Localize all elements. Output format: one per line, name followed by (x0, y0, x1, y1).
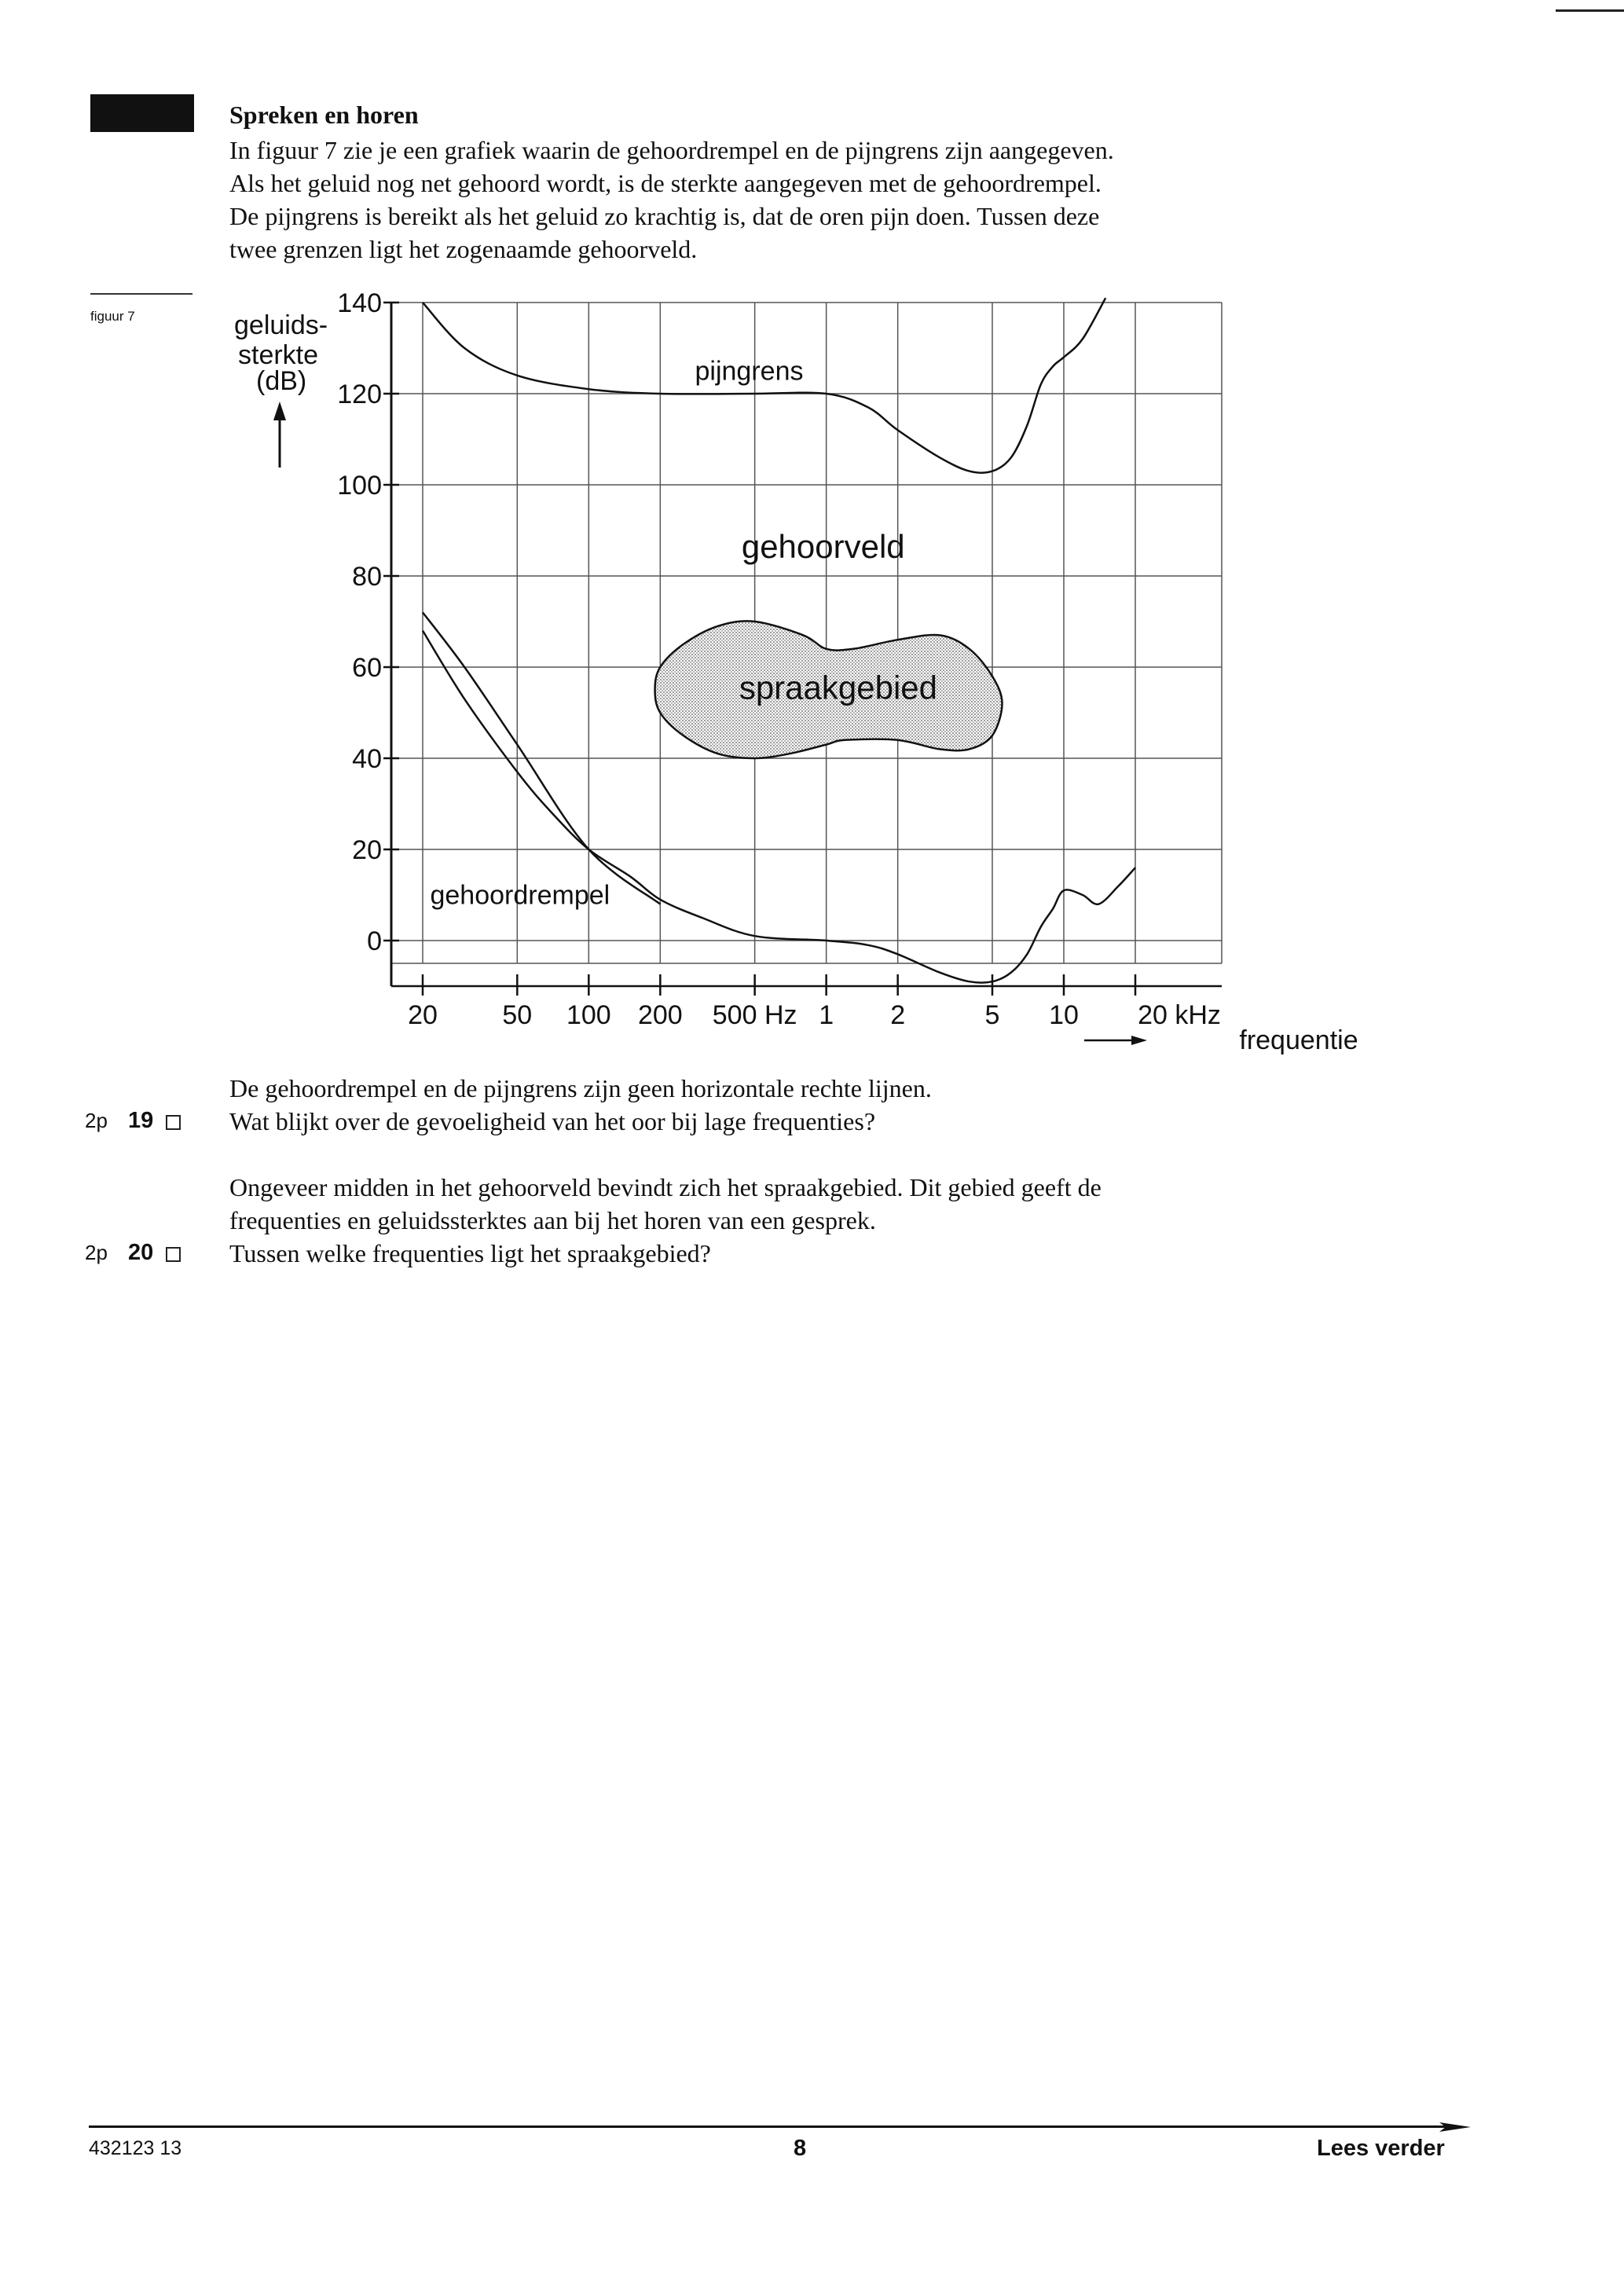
y-tick-label: 100 (337, 471, 382, 501)
x-tick-label: 20 kHz (1138, 1000, 1221, 1030)
points-label: 2p (85, 1241, 108, 1264)
intro-line: De pijngrens is bereikt als het geluid zo krachtig is, dat de oren pijn doen. Tussen deze (229, 202, 1100, 230)
y-tick-label: 20 (352, 835, 382, 865)
footer-rule (89, 2125, 1458, 2128)
question-intro: De gehoordrempel en de pijngrens zijn geen horizontale rechte lijnen. (229, 1074, 932, 1102)
intro-line: twee grenzen ligt het zogenaamde gehoorveld. (229, 235, 698, 263)
x-tick-label: 500 Hz (712, 1000, 797, 1030)
figure-rule (90, 293, 192, 295)
x-tick-label: 20 (408, 1000, 438, 1030)
y-axis-label: (dB) (256, 366, 307, 396)
question-number: 19 (128, 1108, 154, 1133)
intro-text (229, 134, 1298, 266)
y-tick-label: 80 (352, 562, 382, 592)
intro-line: Als het geluid nog net gehoord wordt, is de sterkte aangegeven met de gehoordrempel. (229, 169, 1102, 197)
y-tick-label: 40 (352, 744, 382, 774)
answer-checkbox[interactable] (166, 1115, 181, 1130)
x-axis-label: frequentie (1239, 1025, 1358, 1055)
x-tick-label: 50 (502, 1000, 533, 1030)
question-19-marker (85, 1108, 181, 1134)
y-tick-label: 0 (367, 926, 382, 956)
page-edge-rule (1556, 9, 1624, 12)
arrow-right-icon (1131, 1036, 1147, 1045)
label-gehoorveld: gehoorveld (741, 527, 905, 565)
section-marker-block (90, 94, 194, 132)
chart-grid (391, 303, 1222, 963)
question-19-text: Wat blijkt over de gevoeligheid van het oor bij lage frequenties? (229, 1107, 876, 1135)
questions-block (229, 1072, 1329, 1270)
context-line: Ongeveer midden in het gehoorveld bevindt zich het spraakgebied. Dit gebied geeft de (229, 1173, 1102, 1201)
chart-labels (234, 310, 1358, 1055)
arrow-up-icon (273, 402, 286, 420)
label-spraakgebied: spraakgebied (739, 669, 938, 706)
y-axis-label: sterkte (238, 340, 319, 370)
question-20-marker (85, 1240, 181, 1266)
label-pijngrens: pijngrens (695, 356, 804, 387)
label-gehoordrempel: gehoordrempel (430, 880, 610, 911)
context-line: frequenties en geluidssterktes aan bij het horen van een gesprek. (229, 1206, 876, 1234)
intro-line: In figuur 7 zie je een grafiek waarin de gehoordrempel en de pijngrens zijn aangegeven. (229, 136, 1114, 164)
x-tick-label: 5 (984, 1000, 1000, 1030)
x-tick-label: 200 (637, 1000, 683, 1030)
question-20-text: Tussen welke frequenties ligt het spraakgebied? (229, 1239, 711, 1267)
x-tick-label: 1 (819, 1000, 834, 1030)
x-tick-label: 2 (890, 1000, 906, 1030)
hearing-range-chart (220, 288, 1358, 1062)
y-tick-label: 60 (352, 653, 382, 683)
exam-code: 432123 13 (89, 2137, 182, 2159)
figure-label: figuur 7 (90, 309, 135, 324)
question-number: 20 (128, 1240, 154, 1265)
continue-label: Lees verder (1317, 2136, 1445, 2161)
x-tick-label: 10 (1049, 1000, 1079, 1030)
page-number: 8 (794, 2136, 807, 2161)
x-tick-label: 100 (566, 1000, 611, 1030)
y-axis-label: geluids- (234, 310, 328, 340)
points-label: 2p (85, 1109, 108, 1132)
y-tick-label: 120 (337, 380, 382, 409)
section-heading: Spreken en horen (229, 101, 419, 129)
answer-checkbox[interactable] (166, 1247, 181, 1262)
y-tick-label: 140 (337, 288, 382, 318)
